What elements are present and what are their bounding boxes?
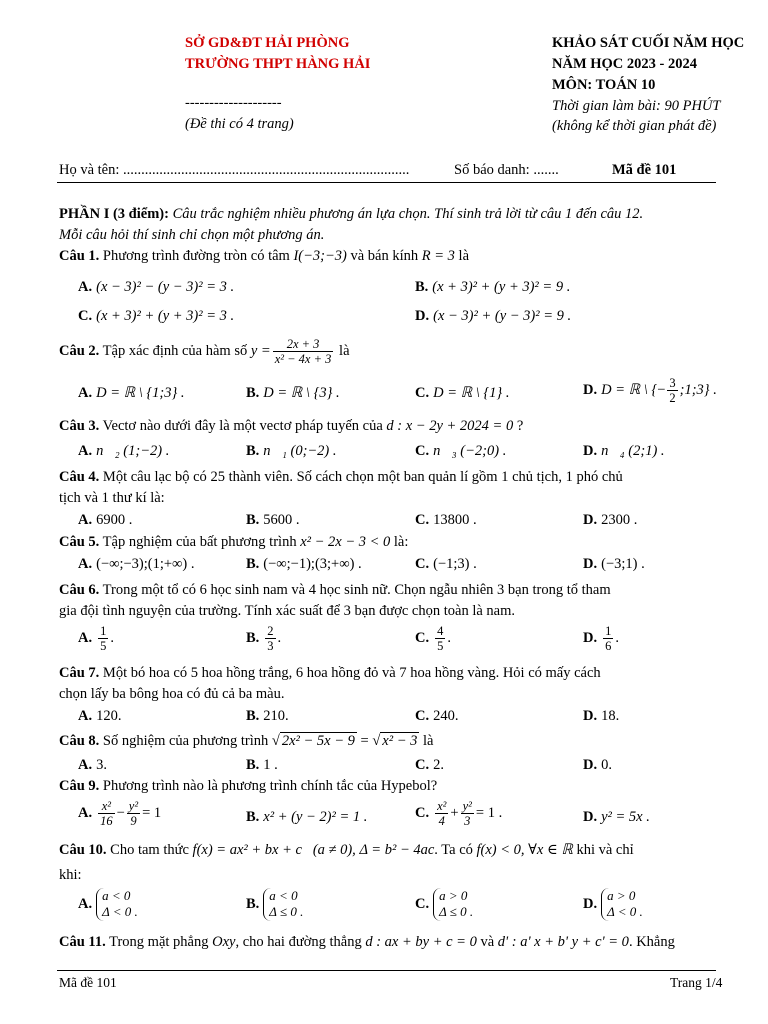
part1-line1: [59, 205, 643, 224]
exam-page: SỞ GD&ĐT HẢI PHÒNG TRƯỜNG THPT HÀNG HẢI -------------------- (Đề thi có 4 trang) KHẢO SÁT CUỐI NĂM HỌC NĂM HỌC 2023 - 2024 MÔN: TOÁN 10 Thời gian làm bài: 90 PHÚT (không kể thời gian phát đề) Họ và tên: ............................................................................... Số báo danh: ....... Mã đề 101 PHẦN I (3 điểm): Câu trắc nghiệm nhiều phương án lựa chọn. Thí sinh trả lời từ câu 1 đến câu 12. Mỗi câu hỏi thí sinh chỉ chọn một phương án. Câu 1. Phương trình đường tròn có tâm I(−3;−3) và bán kính R = 3 là A. (x − 3)² − (y − 3)² = 3 . B. (x + 3)² + (y + 3)² = 9 . C. (x + 3)² + (y + 3)² = 3 . D. (x − 3)² + (y − 3)² = 9 . Câu 2. Tập xác định của hàm số y = $\frac{2x + 3}{\text{x² − 4x + 3}}$ là A. D = ℝ \ {1;3} . B. D = ℝ \ {3} . C. D = ℝ \ {1} . D. D = ℝ \ {− $\frac{3}{2}$ ;1;3} . Câu 3. Vectơ nào dưới đây là một vectơ pháp tuyến của d : x − 2y + 2024 = 0 ? A. n⃗₂ (1;−2) . B. n⃗₁ (0;−2) . C. n⃗₃ (−2;0) . D. n⃗₄ (2;1) . Câu 4. Một câu lạc bộ có 25 thành viên. Số cách chọn một ban quản lí gồm 1 chủ tịch, 1 phó chủ tịch và 1 thư kí là: A. 6900 . B. 5600 . C. 13800 . D. 2300 . Câu 5. Tập nghiệm của bất phương trình x² − 2x − 3 < 0 là: A. (−∞;−3);(1;+∞) . B. (−∞;−1);(3;+∞) . C. (−1;3) . D. (−3;1) . Câu 6. Trong một tổ có 6 học sinh nam và 4 học sinh nữ. Chọn ngẫu nhiên 3 bạn trong tổ tham gia đội tình nguyện của trường. Tính xác suất để 3 bạn được chọn toàn là nam. A. $\frac{1}{5}$ . B. $\frac{2}{3}$ . C. $\frac{4}{5}$ . D. $\frac{1}{6}$ . Câu 7. Một bó hoa có 5 hoa hồng trắng, 6 hoa hồng đỏ và 7 hoa hồng vàng. Hỏi có mấy cách chọn lấy ba bông hoa có đủ cả ba màu. A. 120. B. 210. C. 240. D. 18. Câu 8. Số nghiệm của phương trình √ 2x² − 5x − 9 = √ x² − 3 là A. 3. B. 1 . C. 2. D. 0. Câu 9. Phương trình nào là phương trình chính tắc của Hypebol? A. $\frac{\text{x²}}{16}$ − $\frac{\text{y²}}{9}$ = 1 B. x² + (y − 2)² = 1 . C. $\frac{\text{x²}}{4}$ + $\frac{\text{y²}}{3}$ = 1 . D. y² = 5x . Câu 10. Cho tam thức f(x) = ax² + bx + c (a ≠ 0), Δ = b² − 4ac. Ta có f(x) < 0, ∀x ∈ ℝ khi và chỉ khi: A. a < 0 Δ < 0 . B. a < 0 Δ ≤ 0 . C. a > 0 Δ ≤ 0 . D. a > 0 Δ < 0 . Câu 11. Trong mặt phẳng Oxy, cho hai đường thẳng d : ax + by + c = 0 và d' : a' x + b' y + c' = 0. Khẳng Mã đề 101 Trang 1/4: [59, 35, 745, 990]
q8-option-b[interactable]: B. 1 .: [246, 757, 278, 773]
footer-rule: [57, 970, 716, 971]
q9-option-c[interactable]: C. $\frac{\text{x²}}{4}$ + $\frac{\text{y²}}{3}$ = 1 .: [415, 799, 503, 829]
part1-desc2: Mỗi câu hỏi thí sinh chỉ chọn một phương án.: [59, 227, 325, 243]
q5-option-a[interactable]: A. (−∞;−3);(1;+∞) .: [78, 556, 195, 572]
q4-option-c[interactable]: C. 13800 .: [415, 512, 477, 528]
q7-option-b[interactable]: B. 210.: [246, 708, 289, 724]
student-id-line: Số báo danh: .......: [454, 162, 559, 178]
footer-exam-code: Mã đề 101: [59, 975, 117, 990]
q5-option-c[interactable]: C. (−1;3) .: [415, 556, 477, 572]
question-1: Câu 1. Phương trình đường tròn có tâm I(−3;−3) và bán kính R = 3 là: [59, 248, 470, 264]
q7-option-d[interactable]: D. 18.: [583, 708, 620, 724]
q6-option-c[interactable]: C. $\frac{4}{5}$ .: [415, 624, 451, 654]
q6-option-b[interactable]: B. $\frac{2}{3}$ .: [246, 624, 282, 654]
question-4-cont: tịch và 1 thư kí là:: [59, 490, 165, 506]
q1-option-c[interactable]: C. (x + 3)² + (y + 3)² = 3 .: [78, 308, 235, 324]
q9-option-b[interactable]: B. x² + (y − 2)² = 1 .: [246, 809, 368, 825]
q2-option-a[interactable]: A. D = ℝ \ {1;3} .: [78, 385, 185, 401]
student-name-line: Họ và tên: ...............................................................................: [59, 162, 410, 178]
question-8: Câu 8. Số nghiệm của phương trình √ 2x² − 5x − 9 = √ x² − 3 là: [59, 733, 434, 749]
question-10-cont: khi:: [59, 867, 82, 883]
q10-option-a[interactable]: A. a < 0 Δ < 0 .: [78, 888, 138, 920]
question-9: Câu 9. Phương trình nào là phương trình chính tắc của Hypebol?: [59, 778, 438, 794]
q5-option-b[interactable]: B. (−∞;−1);(3;+∞) .: [246, 556, 362, 572]
q8-option-c[interactable]: C. 2.: [415, 757, 444, 773]
question-4: Câu 4. Một câu lạc bộ có 25 thành viên. Số cách chọn một ban quản lí gồm 1 chủ tịch, 1 phó chủ: [59, 469, 623, 485]
q7-option-a[interactable]: A. 120.: [78, 708, 122, 724]
footer-page-number: Trang 1/4: [670, 975, 723, 990]
q5-option-d[interactable]: D. (−3;1) .: [583, 556, 645, 572]
q10-option-b[interactable]: B. a < 0 Δ ≤ 0 .: [246, 888, 304, 920]
q3-option-a[interactable]: A. n⃗₂ (1;−2) .: [78, 443, 170, 459]
question-6-cont: gia đội tình nguyện của trường. Tính xác suất để 3 bạn được chọn toàn là nam.: [59, 603, 516, 619]
q10-option-d[interactable]: D. a > 0 Δ < 0 .: [583, 888, 643, 920]
q6-option-d[interactable]: D. $\frac{1}{6}$ .: [583, 624, 619, 654]
part1-title: PHẦN I (3 điểm):: [59, 206, 169, 222]
q2-option-b[interactable]: B. D = ℝ \ {3} .: [246, 385, 340, 401]
q8-option-a[interactable]: A. 3.: [78, 757, 107, 773]
q3-option-d[interactable]: D. n⃗₄ (2;1) .: [583, 443, 665, 459]
q6-option-a[interactable]: A. $\frac{1}{5}$ .: [78, 624, 114, 654]
question-6: Câu 6. Trong một tổ có 6 học sinh nam và 4 học sinh nữ. Chọn ngẫu nhiên 3 bạn trong tổ tham: [59, 582, 611, 598]
q1-option-b[interactable]: B. (x + 3)² + (y + 3)² = 9 .: [415, 279, 571, 295]
q4-option-b[interactable]: B. 5600 .: [246, 512, 300, 528]
q8-option-d[interactable]: D. 0.: [583, 757, 612, 773]
q9-option-a[interactable]: A. $\frac{\text{x²}}{16}$ − $\frac{\text{y²}}{9}$ = 1: [78, 799, 162, 829]
q9-option-d[interactable]: D. y² = 5x .: [583, 809, 650, 825]
question-7: Câu 7. Một bó hoa có 5 hoa hồng trắng, 6 hoa hồng đỏ và 7 hoa hồng vàng. Hỏi có mấy cách: [59, 665, 601, 681]
exam-code: Mã đề 101: [612, 162, 677, 178]
question-3: Câu 3. Vectơ nào dưới đây là một vectơ pháp tuyến của d : x − 2y + 2024 = 0 ?: [59, 418, 524, 434]
question-2: Câu 2. Tập xác định của hàm số y = $\frac{2x + 3}{\text{x² − 4x + 3}}$ là: [59, 337, 350, 367]
header-rule: [57, 182, 716, 183]
q7-option-c[interactable]: C. 240.: [415, 708, 459, 724]
q4-option-a[interactable]: A. 6900 .: [78, 512, 133, 528]
question-7-cont: chọn lấy ba bông hoa có đủ cả ba màu.: [59, 686, 285, 702]
q2-option-c[interactable]: C. D = ℝ \ {1} .: [415, 385, 510, 401]
q10-option-c[interactable]: C. a > 0 Δ ≤ 0 .: [415, 888, 474, 920]
q1-option-d[interactable]: D. (x − 3)² + (y − 3)² = 9 .: [415, 308, 572, 324]
question-10: Câu 10. Cho tam thức f(x) = ax² + bx + c (a ≠ 0), Δ = b² − 4ac. Ta có f(x) < 0, ∀x ∈ ℝ khi và chỉ: [59, 842, 634, 858]
part1-desc1: Câu trắc nghiệm nhiều phương án lựa chọn. Thí sinh trả lời từ câu 1 đến câu 12.: [168, 206, 644, 222]
question-5: Câu 5. Tập nghiệm của bất phương trình x² − 2x − 3 < 0 là:: [59, 534, 409, 550]
q2-option-d[interactable]: D. D = ℝ \ {− $\frac{3}{2}$ ;1;3} .: [583, 376, 717, 406]
q3-option-b[interactable]: B. n⃗₁ (0;−2) .: [246, 443, 337, 459]
q1-option-a[interactable]: A. (x − 3)² − (y − 3)² = 3 .: [78, 279, 235, 295]
question-11: Câu 11. Trong mặt phẳng Oxy, cho hai đường thẳng d : ax + by + c = 0 và d' : a' x + b' y + c' = 0. Khẳng: [59, 934, 675, 950]
q3-option-c[interactable]: C. n⃗₃ (−2;0) .: [415, 443, 507, 459]
q4-option-d[interactable]: D. 2300 .: [583, 512, 638, 528]
